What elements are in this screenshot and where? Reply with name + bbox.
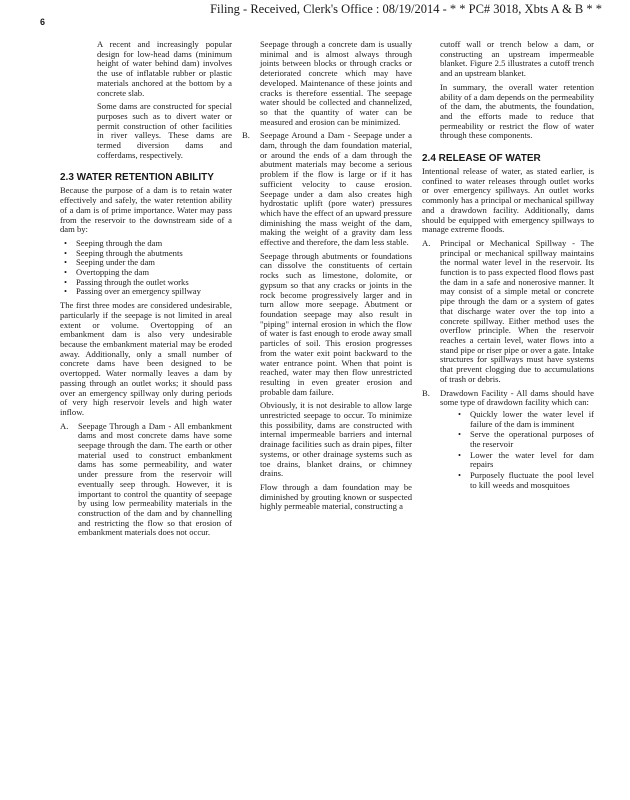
- paragraph-abutment-seepage: Seepage through abutments or foundations can dissolve the constituents of certain rocks such as limestone, dolomite, or gypsum so that any cracks or joints in the rock become progressively larger and in turn allow more seepage. Abutment or foundation seepage may also result in "piping" internal erosion in which the flow of water is fast enough to erode away small particles of soil. This erosion progresses from the water exit point backward to the water entrance point. When that point is reached, water may then flow unrestricted resulting in even greater erosion and probable dam failure.: [260, 250, 412, 397]
- list-item: • Lower the water level for dam repairs: [470, 451, 594, 470]
- column-2: [242, 40, 412, 516]
- item-letter: A.: [422, 237, 431, 248]
- item-text: - All embankment dams and most concrete dams have some seepage through the dam. The earth or other material used to construct embankment dams has some permeability, and water under pressure from the reservoir will eventually seep through. However, it is important to control the quantity of seepage by using low permeability materials in the construction of the dam and by channelling and restricting the flow so that erosion of embankment materials does not occur.: [78, 420, 232, 538]
- item-a-principal-spillway: [422, 239, 594, 385]
- paragraph-minimize-seepage: Obviously, it is not desirable to allow large unrestricted seepage to occur. To minimize this possibility, dams are constructed with internal impermeable barriers and internal drainage facilities such as drain pipes, filter systems, or other drainage systems such as toe drains, blanket drains, or chimney drains.: [260, 400, 412, 479]
- paragraph-release-intro: Intentional release of water, as stated earlier, is confined to water releases through outlet works or over emergency spillways. An outlet works commonly has a principal or mechanical spillway and a drawdown facility. Additionally, dams should be equipped with emergency spillways to manage extreme floods.: [422, 166, 594, 235]
- list-item: • Passing through the outlet works: [76, 278, 232, 288]
- item-title: Drawdown Facility: [440, 387, 508, 398]
- paragraph-inflatable-dams: A recent and increasingly popular design for low-head dams (minimum height of water behind dam) involves the use of inflatable rubber or plastic materials anchored at the bottom by a concrete slab.: [97, 39, 232, 98]
- list-item: • Passing over an emergency spillway: [76, 287, 232, 297]
- section-heading-2-4: 2.4 RELEASE OF WATER: [422, 153, 541, 165]
- item-title: Principal or Mechanical Spillway: [440, 237, 567, 248]
- bullet-list-drawdown: [440, 410, 594, 491]
- list-item: • Seeping under the dam: [76, 258, 232, 268]
- paragraph-concrete-seepage: Seepage through a concrete dam is usually minimal and is almost always through joints between blocks or through cracks or deteriorated concrete which may have developed. Maintenance of these joints and cracks is therefore essential. The seepage water should be collected and channelized, so that the quantity of water can be measured and erosion can be minimized.: [260, 39, 412, 127]
- paragraph-summary: In summary, the overall water retention ability of a dam depends on the permeability of the dam, the abutments, the foundation, and the efforts made to reduce that permeability or restrict the flow of water through these components.: [440, 81, 594, 141]
- item-letter: A.: [60, 420, 69, 431]
- page-number: 6: [40, 17, 46, 27]
- column-3: [422, 40, 594, 495]
- item-text: - Seepage under a dam, through the dam foundation material, or around the ends of a dam through the abutment materials may become a serious problem if the flow is large or if it has sufficient velocity to cause erosion. Seepage under a dam also creates high hydrostatic uplift (pore water) pressures which have the effect of an upward pressure diminishing the mass weight of the dam, making the weight of a gravity dam less effective and therefore, the dam less stable.: [260, 130, 412, 248]
- item-letter: B.: [422, 387, 430, 398]
- paragraph-cutoff-wall: cutoff wall or trench below a dam, or constructing an upstream impermeable blanket. Figure 2.5 illustrates a cutoff trench and an upstream blanket.: [440, 39, 594, 79]
- paragraph-retention-intro: Because the purpose of a dam is to retain water effectively and safely, the water retention ability of a dam is of prime importance. Water may pass from the reservoir to the downstream side of a dam by:: [60, 185, 232, 235]
- item-b-seepage-around: [242, 131, 412, 247]
- paragraph-undesirable-modes: The first three modes are considered undesirable, particularly if the seepage is not limited in areal extent or volume. Overtopping of an embankment dam is also very undesirable because the embankment material may be eroded away. Additionally, only a small number of concrete dams have been designed to be overtopped. Water normally leaves a dam by passing through an outlet works; it should pass over an emergency spillway only during periods of very high reservoir levels and high water inflow.: [60, 300, 232, 417]
- paragraph-foundation-flow: Flow through a dam foundation may be diminished by grouting known or suspected highly permeable material, constructing a: [260, 481, 412, 512]
- list-item: • Purposely fluctuate the pool level to kill weeds and mosquitoes: [470, 471, 594, 490]
- list-item: • Quickly lower the water level if failure of the dam is imminent: [470, 410, 594, 429]
- section-heading-2-3: 2.3 WATER RETENTION ABILITY: [60, 172, 214, 184]
- item-a-seepage-through: [60, 422, 232, 538]
- paragraph-diversion-dams: Some dams are constructed for special purposes such as to divert water or permit construction of other facilities in river valleys. These dams are termed diversion dams and cofferdams, respectively.: [97, 101, 232, 160]
- item-text: - All dams should have some type of drawdown facility which can:: [440, 387, 594, 408]
- item-b-drawdown-facility: [422, 389, 594, 491]
- list-item: • Seeping through the abutments: [76, 249, 232, 259]
- column-1: [60, 40, 232, 542]
- item-title: Seepage Through a Dam: [78, 420, 166, 431]
- bullet-list-seepage-modes: [60, 239, 232, 297]
- item-text: - The principal or mechanical spillway maintains the normal water level in the reservoir. Its function is to pass expected flood flows past the dam in a safe and nonerosive manner. It may consist of a simple metal or concrete pipe through the dam or a system of gates that discharge water over the top into a concrete spillway. Either method uses the overflow principle. When the reservoir reaches a certain level, water flows into a stand pipe or riser pipe or over a gate. Intake structures for spillways must have systems that prevent clogging due to accumulations of trash or debris.: [440, 237, 594, 384]
- list-item: • Overtopping the dam: [76, 268, 232, 278]
- list-item: • Seeping through the dam: [76, 239, 232, 249]
- filing-stamp: Filing - Received, Clerk's Office : 08/19/2014 - * * PC# 3018, Xbts A & B * *: [210, 2, 602, 16]
- item-letter: B.: [242, 130, 250, 141]
- item-title: Seepage Around a Dam: [260, 130, 345, 141]
- list-item: • Serve the operational purposes of the reservoir: [470, 430, 594, 449]
